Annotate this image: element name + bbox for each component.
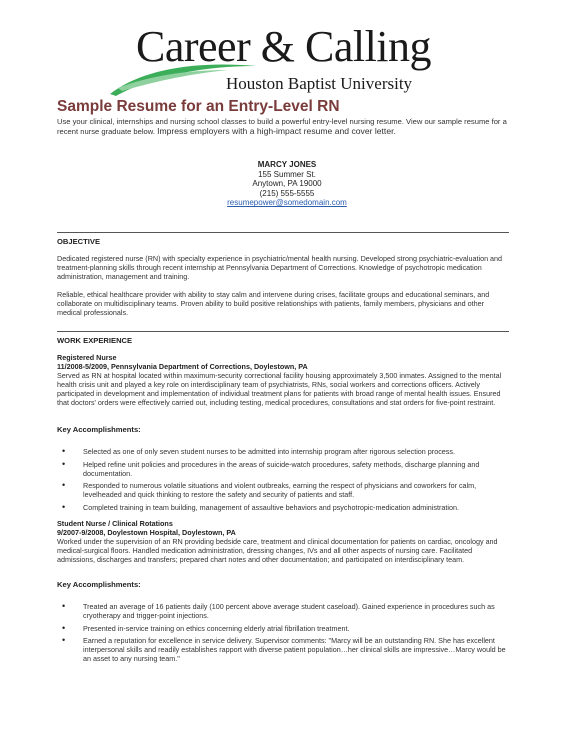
work-experience-heading: WORK EXPERIENCE [57,336,133,345]
accomplishments-list [57,447,509,515]
intro-emphasis: Impress employers with a high-impact resume and cover letter. [157,125,396,136]
accomplishments-list [57,602,509,667]
list-item: • Helped refine unit policies and procedures in the areas of suicide-watch procedures, safety methods, discharge planning and documentation. [57,460,509,478]
contact-phone: (215) 555-5555 [259,188,315,198]
list-item: • Earned a reputation for excellence in service delivery. Supervisor comments: "Marcy will be an outstanding RN. She has excellent interpersonal skills and readily establishes rapport with diverse patient population…her clinical skills are impressive…Marcy would be an asset to any nursing team." [57,636,509,663]
intro-body: Use your clinical, internships and nursing school classes to build a powerful entry-level nursing resume. View our sample resume for a recent nurse graduate below. [57,117,507,136]
section-divider [57,232,509,233]
logo-subtitle: Houston Baptist University [226,74,413,93]
list-item: • Presented in-service training on ethics concerning elderly atrial fibrillation treatment. [57,624,509,633]
objective-heading: OBJECTIVE [57,237,101,246]
job-dates-employer: 9/2007-9/2008, Doylestown Hospital, Doylestown, PA [57,528,236,537]
logo-title: Career & Calling [136,22,432,71]
contact-street: 155 Summer St. [258,169,316,179]
list-item: • Completed training in team building, management of assaultive behaviors and psychotropic-medication administration. [57,503,509,512]
page-title: Sample Resume for an Entry-Level RN [57,98,340,115]
key-accomplishments-heading: Key Accomplishments: [57,580,141,589]
job-description: Served as RN at hospital located within maximum-security correctional facility housing approximately 3,500 inmates. Assigned to the mental health crisis unit and played a key role on interdisciplinary team of psychiatrists, RNs, social workers and corrections officers. Actively participated in development and implementation of individual treatment plans for patients with broad range of mental health issues. Ensured that doctors' orders were effectively carried out, including testing, medical procedures, consultations and stat orders for five-point restraint. [57,371,502,407]
list-item: • Treated an average of 16 patients daily (100 percent above average student caseload). Gained experience in procedures such as cryotherapy and trigger-point injections. [57,602,509,620]
job-title: Student Nurse / Clinical Rotations [57,519,173,528]
job-1 [57,353,509,407]
key-accomplishments-heading: Key Accomplishments: [57,425,141,434]
objective-paragraph-2: Reliable, ethical healthcare provider with ability to stay calm and intervene during crises, facilitate groups and educational seminars, and collaborate on multidisciplinary teams. Proven ability to build positive relationships with patients, family members, physicians and other medical professionals. [57,290,490,317]
objective-paragraph-1: Dedicated registered nurse (RN) with specialty experience in psychiatric/mental health nursing. Developed strong psychiatric-evaluation and treatment-planning skills through recent internship at Pennsylvania Department of Corrections. Knowledge of psychotropic medication administration, management and training. [57,254,503,281]
list-item: • Selected as one of only seven student nurses to be admitted into internship program after rigorous selection process. [57,447,509,456]
contact-name: MARCY JONES [257,160,317,169]
section-divider [57,331,509,332]
contact-block [57,160,517,208]
contact-city: Anytown, PA 19000 [252,179,322,189]
job-title: Registered Nurse [57,353,117,362]
career-calling-logo [108,22,488,102]
job-dates-employer: 11/2008-5/2009, Pennsylvania Department of Corrections, Doylestown, PA [57,362,308,371]
list-item: • Responded to numerous volatile situations and violent outbreaks, earning the respect of physicians and coworkers for calm, levelheaded and quick thinking to restore the safety and security of patients and staff. [57,481,509,499]
intro-text [57,117,517,136]
contact-email-link[interactable]: resumepower@somedomain.com [227,198,347,208]
job-2 [57,519,509,564]
job-description: Worked under the supervision of an RN providing bedside care, treatment and clinical documentation for patients on cardiac, oncology and medical-surgical floors. Handled medication administration, dressing changes, IVs and all other aspects of nursing care. Facilitated admissions, discharges and transfers; prepared chart notes and other documentation; and participated on interdisciplinary team. [57,537,498,564]
